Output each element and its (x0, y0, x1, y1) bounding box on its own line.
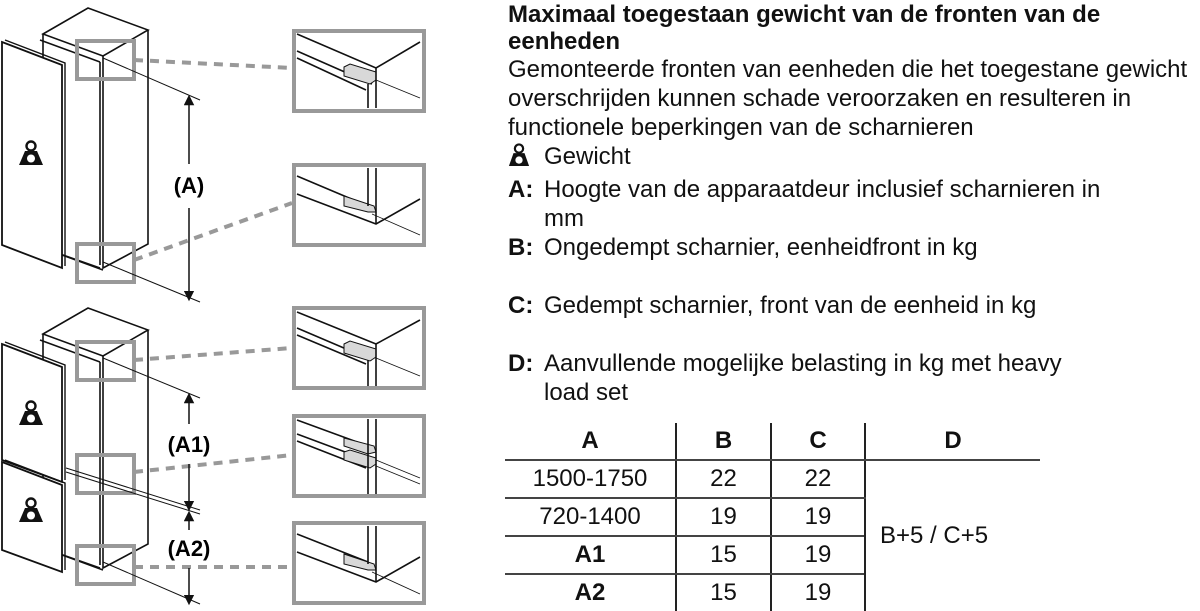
legend (508, 142, 1200, 407)
weight-icon (508, 142, 544, 175)
detail-middle-hinge (294, 416, 424, 496)
table-row: 720-1400 19 19 (505, 498, 1040, 536)
hinge-diagram (0, 0, 500, 606)
legend-weight-label: Gewicht (544, 143, 631, 170)
door-panel-top (2, 40, 65, 268)
table-row: A1 15 19 (505, 536, 1040, 574)
weight-table (505, 423, 1040, 611)
door-panel-bottom-upper (2, 342, 65, 482)
legend-item-a-cont: mm (544, 205, 584, 232)
table-row: 1500-1750 22 22 B+5 / C+5 (505, 460, 1040, 498)
detail-bottom-hinge-2 (294, 523, 424, 603)
legend-item-b: B: Ongedempt scharnier, eenheidfront in kg (508, 234, 978, 261)
legend-item-weight (508, 142, 1200, 175)
dimension-a1-label: (A1) (167, 432, 211, 457)
detail-top-hinge-1 (294, 31, 424, 111)
dimension-a-label: (A) (173, 173, 205, 198)
column-header-a: A (505, 423, 676, 460)
legend-item-d: D: Aanvullende mogelijke belasting in kg met heavy (508, 350, 1062, 377)
column-header-c: C (771, 423, 865, 460)
legend-item-d-cont: load set (544, 379, 629, 406)
d-value-cell: B+5 / C+5 (865, 460, 1040, 611)
table-header-row (505, 423, 1040, 460)
dimension-a2-label: (A2) (167, 536, 211, 561)
table-row: A2 15 19 (505, 574, 1040, 611)
description-panel (508, 0, 1200, 407)
intro-text: Gemonteerde fronten van eenheden die het toegestane gewicht overschrijden kunnen schade veroorzaken en resulteren in functionele beperkingen van de scharnieren (508, 56, 1188, 141)
legend-item-a: A: Hoogte van de apparaatdeur inclusief scharnieren in (508, 176, 1101, 203)
column-header-d: D (865, 423, 1040, 460)
column-header-b: B (676, 423, 771, 460)
detail-bottom-hinge-1 (294, 165, 424, 245)
section-title: Maximaal toegestaan gewicht van de fronten van de eenheden (508, 1, 1101, 55)
legend-item-c: C: Gedempt scharnier, front van de eenheid in kg (508, 292, 1037, 319)
detail-top-hinge-2 (294, 308, 424, 388)
